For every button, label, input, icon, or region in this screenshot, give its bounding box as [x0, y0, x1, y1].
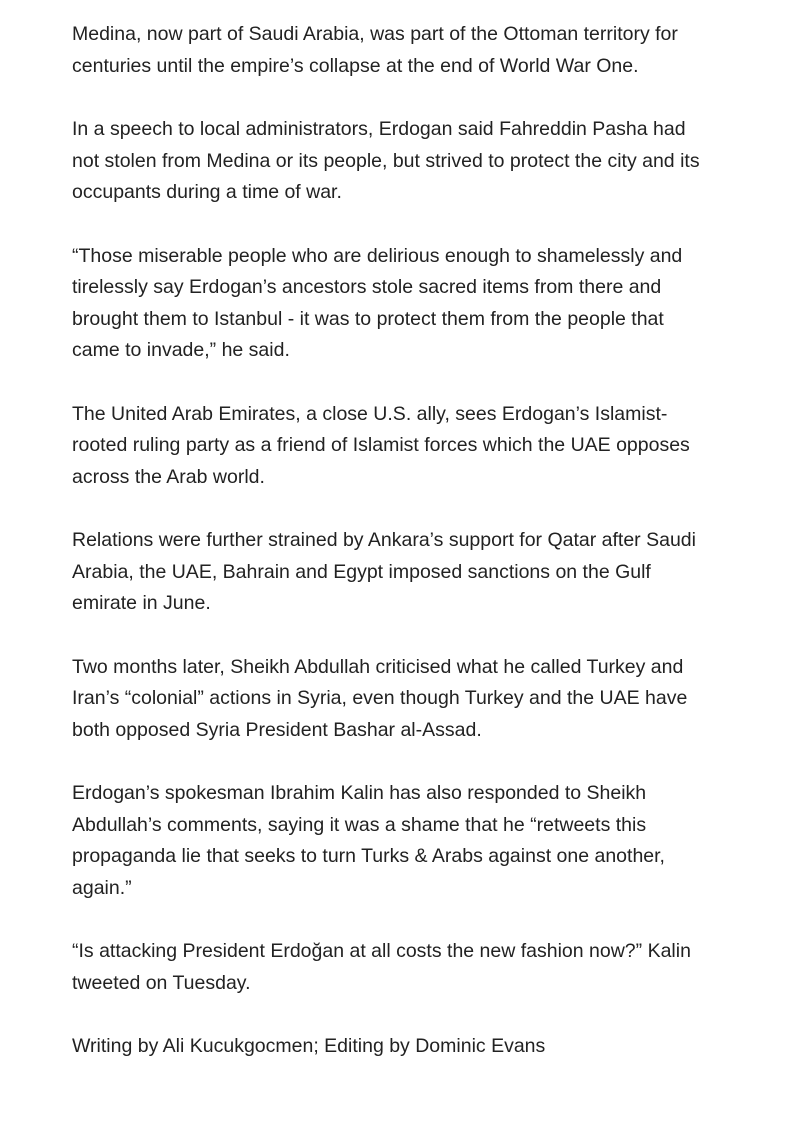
- article-paragraph: Medina, now part of Saudi Arabia, was part of the Ottoman territory for centuries until the empire’s collapse at the end of World War One.: [72, 23, 678, 77]
- article-paragraph: “Is attacking President Erdoğan at all costs the new fashion now?” Kalin tweeted on Tuesday.: [72, 940, 691, 994]
- article-byline: Writing by Ali Kucukgocmen; Editing by Dominic Evans: [72, 1035, 546, 1057]
- article-paragraph: The United Arab Emirates, a close U.S. ally, sees Erdogan’s Islamist-rooted ruling party as a friend of Islamist forces which the UAE opposes across the Arab world.: [72, 402, 690, 488]
- article-body: [72, 19, 712, 1063]
- article-paragraph: Erdogan’s spokesman Ibrahim Kalin has also responded to Sheikh Abdullah’s comments, saying it was a shame that he “retweets this propaganda lie that seeks to turn Turks & Arabs against one another, again.”: [72, 782, 665, 899]
- article-paragraph: Two months later, Sheikh Abdullah criticised what he called Turkey and Iran’s “colonial” actions in Syria, even though Turkey and the UAE have both opposed Syria President Bashar al-Assad.: [72, 655, 688, 741]
- article-paragraph: “Those miserable people who are delirious enough to shamelessly and tirelessly say Erdogan’s ancestors stole sacred items from there and brought them to Istanbul - it was to protect them from the people that came to invade,” he said.: [72, 244, 683, 361]
- article-paragraph: Relations were further strained by Ankara’s support for Qatar after Saudi Arabia, the UAE, Bahrain and Egypt imposed sanctions on the Gulf emirate in June.: [72, 529, 696, 614]
- article-paragraph: In a speech to local administrators, Erdogan said Fahreddin Pasha had not stolen from Medina or its people, but strived to protect the city and its occupants during a time of war.: [72, 118, 700, 203]
